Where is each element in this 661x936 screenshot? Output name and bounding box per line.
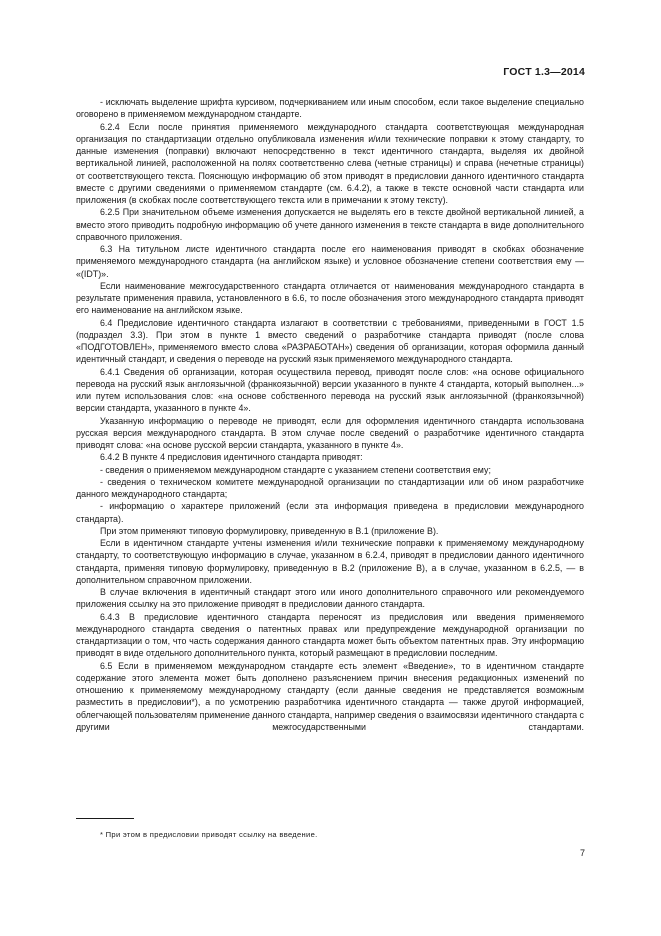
- document-code: ГОСТ 1.3—2014: [503, 66, 585, 78]
- paragraph: 6.3 На титульном листе идентичного стандарта после его наименования приводят в скобках обозначение применяемого международного стандарта (на английском языке) и условное обозначение степени соответствия ему — «(IDT)».: [76, 244, 584, 279]
- list-item: - сведения о техническом комитете международной организации по стандартизации или об ином разработчике данного международного стандарта;: [76, 476, 584, 499]
- footnote-divider: [76, 818, 134, 819]
- paragraph: - исключать выделение шрифта курсивом, подчеркиванием или иным способом, если такое выделение специально оговорено в применяемом международном стандарте.: [76, 97, 584, 120]
- paragraph: Если в идентичном стандарте учтены изменения и/или технические поправки к применяемому международному стандарту, то соответствующую информацию в случае, указанном в 6.2.4, приводят в предисловии данного идентичного стандарта, применяя типовую формулировку, приведенную в В.2 (приложение В), а в случае, указанном в 6.2.5, — в дополнительном справочном приложении.: [76, 538, 584, 585]
- paragraph: 6.4.1 Сведения об организации, которая осуществила перевод, приводят после слов: «на основе официального перевода на русский язык англоязычной (франкоязычной) версии указанного в пункте 4 стандарта, который выполнен...» или путем использования слов: «на основе собственного перевода на русский язык англоязычной (франкоязычной) версии стандарта, указанного в пункте 4».: [76, 366, 584, 414]
- paragraph: 6.5 Если в применяемом международном стандарте есть элемент «Введение», то в идентичном стандарте содержание этого элемента может быть дополнено разъяснением причин внесения редакционных изменений по отношению к применяемому международному стандарту (если данные сведения не представляется возможным разместить в предисловии*), а по усмотрению разработчика идентичного стандарта — также другой информацией, облегчающей пользователям применение данного стандарта, например сведения о взаимосвязи идентичного стандарта с другими межгосударственными стандартами.: [76, 660, 584, 732]
- paragraph: В случае включения в идентичный стандарт этого или иного дополнительного справочного или рекомендуемого приложения ссылку на это приложение приводят в предисловии данного стандарта.: [76, 587, 584, 610]
- page-number: 7: [579, 848, 585, 858]
- list-item: - информацию о характере приложений (если эта информация приведена в предисловии международного стандарта).: [76, 501, 584, 524]
- list-item: - сведения о применяемом международном стандарте с указанием степени соответствия ему;: [100, 464, 491, 475]
- footnote: * При этом в предисловии приводят ссылку на введение.: [100, 830, 318, 839]
- body-text: [76, 96, 584, 733]
- paragraph: 6.4 Предисловие идентичного стандарта излагают в соответствии с требованиями, приведенными в ГОСТ 1.5 (подраздел 3.3). При этом в пункте 1 вместо сведений о разработчике стандарта приводят (после слова «ПОДГОТОВЛЕН», применяемого вместо слова «РАЗРАБОТАН») сведения об организации, которая оформила данный идентичный стандарт, и сведения о переводе на русский язык применяемого международного стандарта.: [76, 317, 584, 365]
- paragraph: При этом применяют типовую формулировку, приведенную в В.1 (приложение В).: [100, 525, 439, 536]
- paragraph: 6.2.5 При значительном объеме изменения допускается не выделять его в тексте двойной вертикальной линией, а вместо этого приводить подробную информацию об учете данного изменения в тексте стандарта в виде дополнительного справочного приложения.: [76, 207, 584, 242]
- paragraph: 6.4.2 В пункте 4 предисловия идентичного стандарта приводят:: [100, 452, 363, 463]
- paragraph: 6.4.3 В предисловие идентичного стандарта переносят из предисловия или введения применяемого международного стандарта сведения о патентных правах или предупреждение международной организации по стандартизации о том, что часть содержания данного стандарта может быть объектом патентных прав. Эту информацию приводят в виде отдельного дополнительного пункта, который размещают в предисловии последним.: [76, 611, 584, 659]
- paragraph: Указанную информацию о переводе не приводят, если для оформления идентичного стандарта использована русская версия международного стандарта. В этом случае после сведений о разработчике идентичного стандарта приводят слова: «на основе русской версии стандарта, указанного в пункте 4».: [76, 415, 584, 450]
- paragraph: 6.2.4 Если после принятия применяемого международного стандарта соответствующая международная организация по стандартизации отдельно опубликовала изменения и/или технические поправки к этому стандарту, то данные изменения (поправки) включают непосредственно в текст идентичного стандарта, выделяя их двойной вертикальной линией, расположенной на полях соответственно слева (четные страницы) и справа (нечетные страницы) от соответствующего текста. Пояснющую информацию об этом приводят в предисловии данного идентичного стандарта вместе с другими сведениями о применяемом стандарте (см. 6.4.2), а также в тексте основной части стандарта или приложения (в скобках после соответствующего текста или в примечании к этому тексту).: [76, 121, 584, 205]
- paragraph: Если наименование межгосударственного стандарта отличается от наименования международного стандарта в результате применения правила, установленного в 6.6, то после обозначения этого международного стандарта приводят его наименование на английском языке.: [76, 280, 584, 316]
